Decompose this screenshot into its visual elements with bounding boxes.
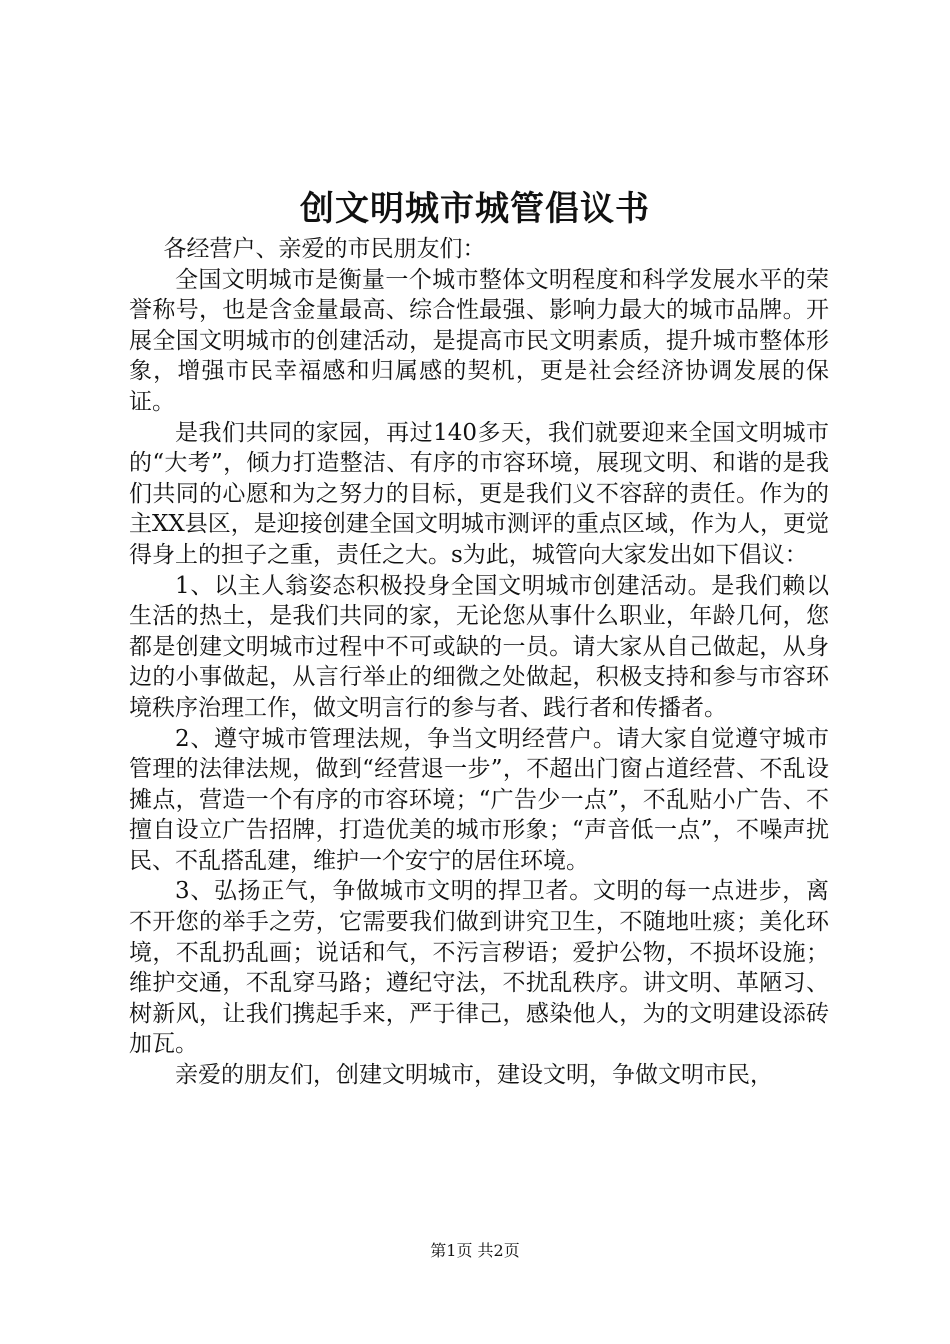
paragraph-item-3: 3、弘扬正气，争做城市文明的捍卫者。文明的每一点进步，离不开您的举手之劳，它需要我们做到讲究卫生，不随地吐痰；美化环境，不乱扔乱画；说话和气，不污言秽语；爱护公物，不损坏设施；维护交通，不乱穿马路；遵纪守法，不扰乱秩序。讲文明、革陋习、树新风，让我们携起手来，严于律己，感染他人，为的文明建设添砖加瓦。 [129, 878, 829, 1058]
document-title: 创文明城市城管倡议书 [300, 189, 650, 229]
paragraph-context: 是我们共同的家园，再过140多天，我们就要迎来全国文明城市的“大考”，倾力打造整洁、有序的市容环境，展现文明、和谐的是我们共同的心愿和为之努力的目标，更是我们义不容辞的责任。作为的主XX县区，是迎接创建全国文明城市测评的重点区域，作为人，更觉得身上的担子之重，责任之大。s为此，城管向大家发出如下倡议： [129, 419, 829, 568]
document-body [129, 234, 829, 1091]
paragraph-closing: 亲爱的朋友们，创建文明城市，建设文明，争做文明市民， [175, 1062, 773, 1089]
page-number-footer: 第1页 共2页 [430, 1241, 520, 1260]
greeting: 各经营户、亲爱的市民朋友们： [163, 236, 486, 262]
paragraph-item-1: 1、以主人翁姿态积极投身全国文明城市创建活动。是我们赖以生活的热土，是我们共同的家，无论您从事什么职业，年龄几何，您都是创建文明城市过程中不可或缺的一员。请大家从自己做起，从身边的小事做起，从言行举止的细微之处做起，积极支持和参与市容环境秩序治理工作，做文明言行的参与者、践行者和传播者。 [129, 572, 829, 721]
paragraph-intro: 全国文明城市是衡量一个城市整体文明程度和科学发展水平的荣誉称号，也是含金量最高、综合性最强、影响力最大的城市品牌。开展全国文明城市的创建活动，是提高市民文明素质，提升城市整体形象，增强市民幸福感和归属感的契机，更是社会经济协调发展的保证。 [129, 266, 829, 415]
paragraph-item-2: 2、遵守城市管理法规，争当文明经营户。请大家自觉遵守城市管理的法律法规，做到“经营退一步”，不超出门窗占道经营、不乱设摊点，营造一个有序的市容环境；“广告少一点”，不乱贴小广告、不擅自设立广告招牌，打造优美的城市形象；“声音低一点”，不噪声扰民、不乱搭乱建，维护一个安宁的居住环境。 [129, 725, 829, 874]
